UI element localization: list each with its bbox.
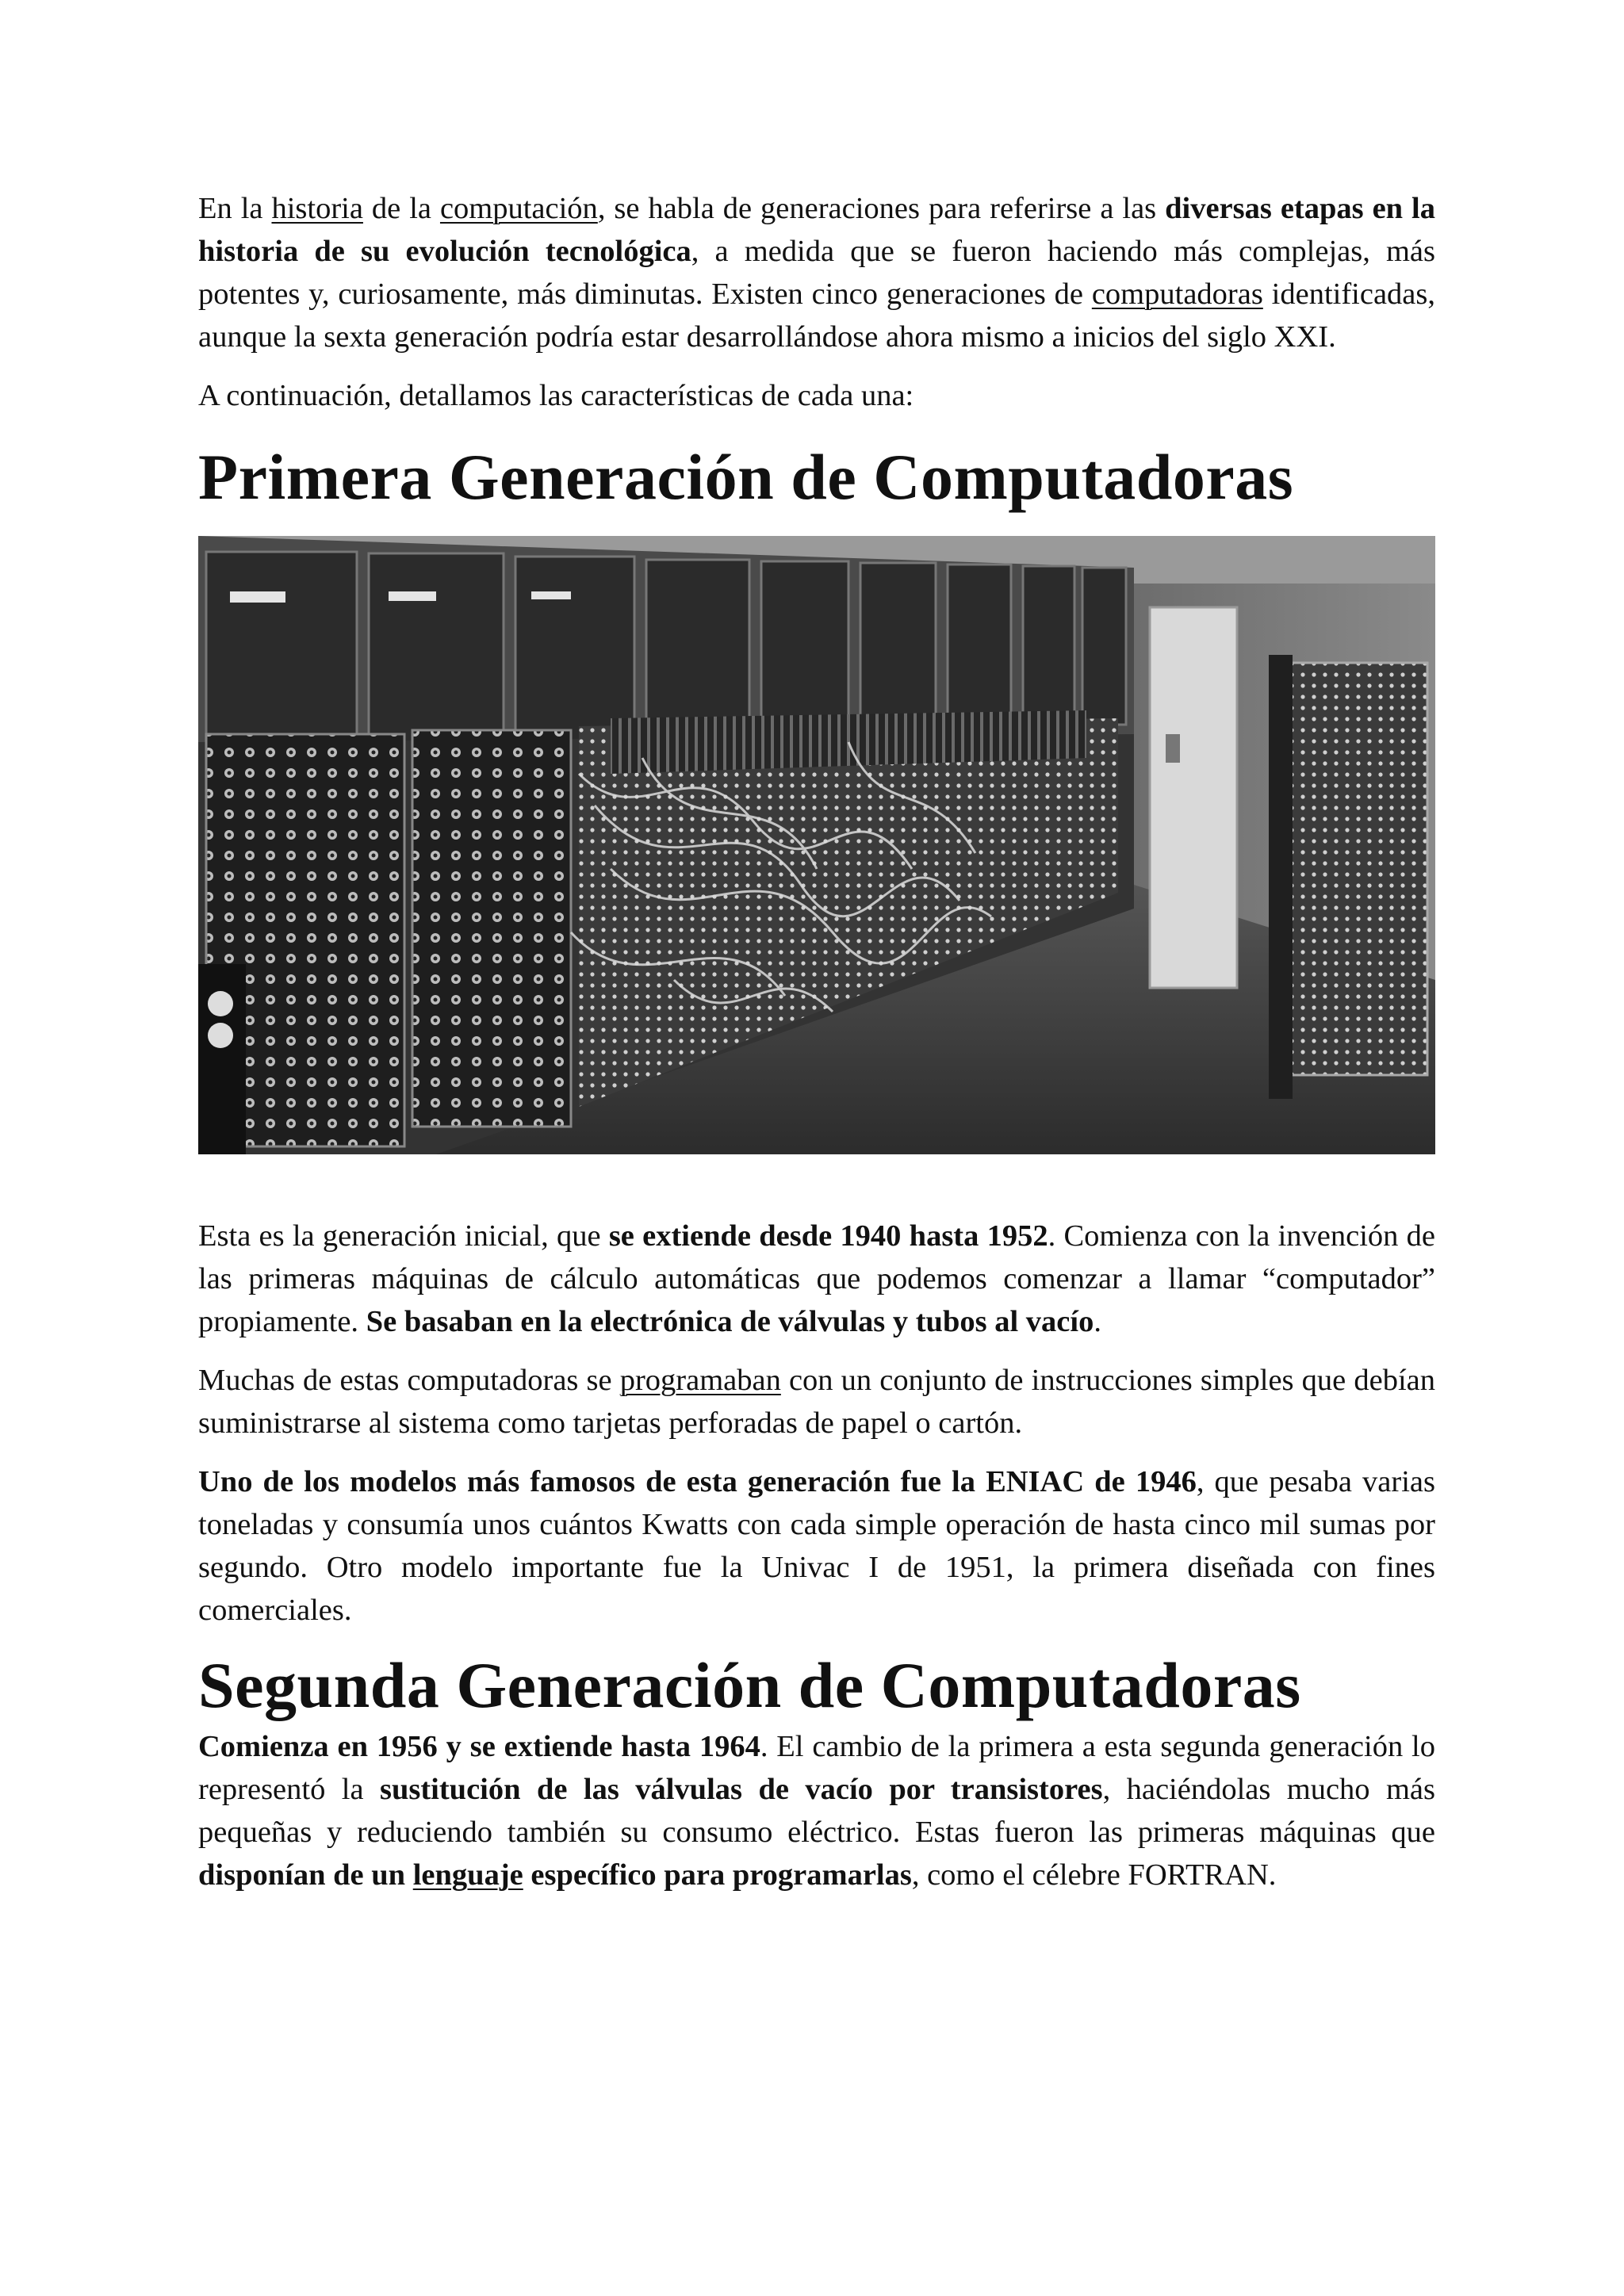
text-run: .	[1094, 1305, 1101, 1338]
intro-lead-paragraph: A continuación, detallamos las características de cada una:	[198, 379, 914, 412]
bold-text: Uno de los modelos más famosos de esta generación fue la ENIAC de 1946	[198, 1465, 1197, 1498]
link-text[interactable]: computadoras	[1091, 277, 1263, 311]
heading-primera-generacion: Primera Generación de Computadoras	[198, 441, 1294, 513]
heading-segunda-generacion: Segunda Generación de Computadoras	[198, 1649, 1301, 1721]
gen2-paragraph-1	[198, 1725, 1435, 1896]
bold-text: Comienza en 1956 y se extiende hasta 1964	[198, 1730, 760, 1763]
text-run: , que pesaba varias toneladas y consumía unos cuántos Kwatts con cada simple operación de hasta cinco mil sumas por segundo. Otro modelo importante fue la Univac I de 1951, la primera diseñada con fines comerciales.	[198, 1465, 1435, 1627]
text-run: , a medida que se fueron haciendo más complejas, más potentes y, curiosamente, más diminutas. Existen cinco generaciones de	[198, 235, 1436, 311]
bold-text: se extiende desde 1940 hasta 1952	[608, 1219, 1048, 1253]
link-text[interactable]: programaban	[619, 1364, 781, 1397]
bold-text: disponían de un	[198, 1858, 413, 1892]
bold-text	[413, 1858, 523, 1892]
bold-text: diversas etapas en la historia de su evolución tecnológica	[198, 192, 1435, 268]
text-run: . Comienza con la invención de las primeras máquinas de cálculo automáticas que podemos comenzar a llamar “computador” propiamente.	[198, 1219, 1436, 1338]
text-run: , haciéndolas mucho más pequeñas y reduciendo también su consumo eléctrico. Estas fueron las primeras máquinas que	[198, 1773, 1435, 1849]
eniac-photo-illustration	[198, 536, 1435, 1154]
text-run: Muchas de estas computadoras se	[198, 1364, 620, 1397]
text-run: , se habla de generaciones para referirse a las	[597, 192, 1166, 225]
link-text[interactable]: lenguaje	[412, 1858, 523, 1892]
link-text[interactable]: computación	[439, 192, 598, 225]
eniac-photo	[198, 536, 1435, 1154]
link-text[interactable]: historia	[271, 192, 363, 225]
text-run: identificadas, aunque la sexta generación podría estar desarrollándose ahora mismo a inicios del siglo XXI.	[198, 277, 1435, 354]
document-content	[198, 187, 1435, 1896]
text-run: . El cambio de la primera a esta segunda generación lo representó la	[198, 1730, 1435, 1806]
bold-text: específico para programarlas	[523, 1858, 912, 1892]
text-run: con un conjunto de instrucciones simples que debían suministrarse al sistema como tarjetas perforadas de papel o cartón.	[198, 1364, 1435, 1440]
intro-paragraph	[198, 187, 1435, 358]
text-run: , como el célebre FORTRAN.	[911, 1858, 1277, 1892]
bold-text: sustitución de las válvulas de vacío por transistores	[379, 1773, 1103, 1806]
bold-text: Se basaban en la electrónica de válvulas y tubos al vacío	[366, 1305, 1094, 1338]
text-run: En la	[198, 192, 272, 225]
text-run: Esta es la generación inicial, que	[198, 1219, 609, 1253]
gen1-paragraph-1	[198, 1215, 1435, 1343]
gen1-paragraph-3	[198, 1460, 1435, 1632]
text-run: de la	[362, 192, 440, 225]
gen1-paragraph-2	[198, 1359, 1435, 1445]
